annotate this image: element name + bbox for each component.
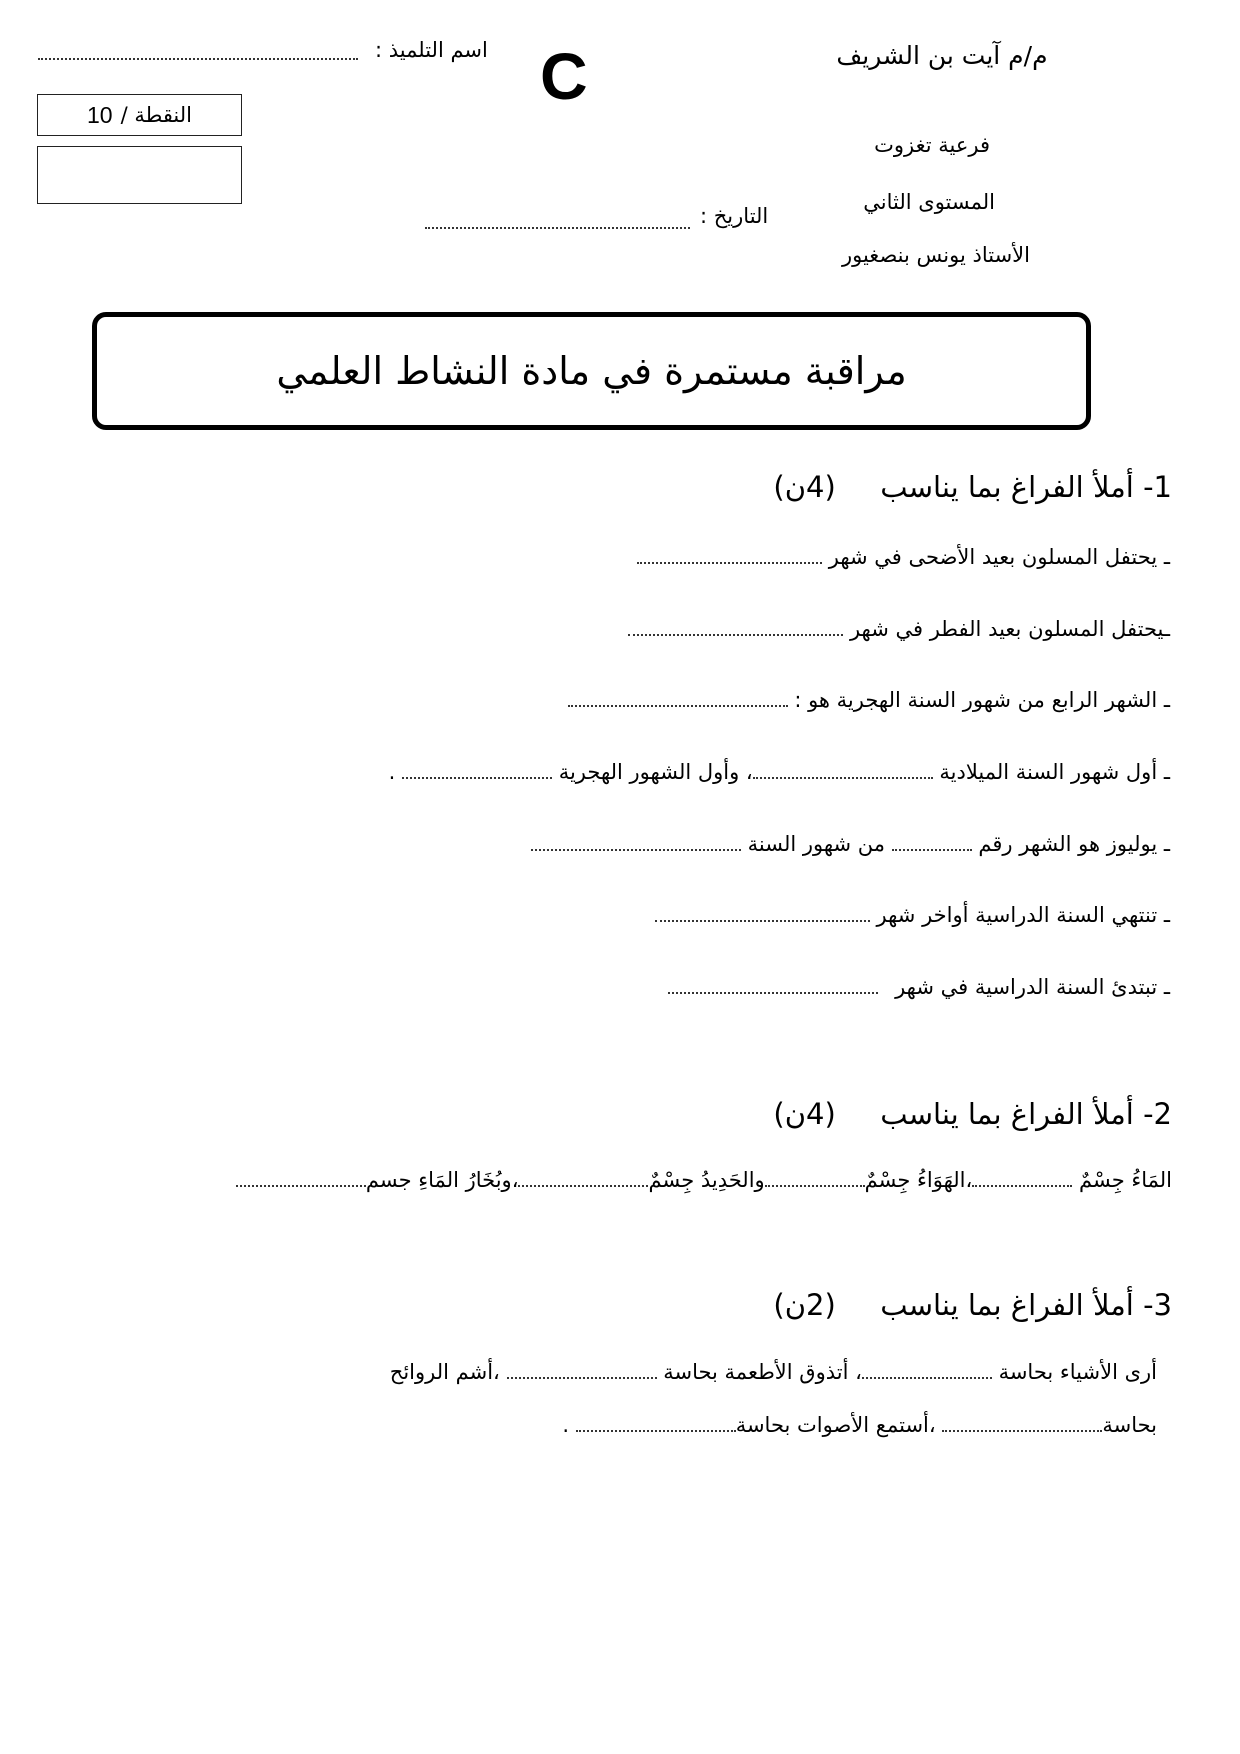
s2-part-2: ،الهَوَاءُ جِسْمٌ	[864, 1168, 973, 1192]
s1-q7-text: ـ تبتدئ السنة الدراسية في شهر	[895, 975, 1170, 999]
grade-level: المستوى الثاني	[863, 190, 995, 214]
section1-points: (4ن)	[773, 470, 836, 504]
s2-blank-1[interactable]	[972, 1171, 1072, 1187]
s1-q1-text: ـ يحتفل المسلون بعيد الأضحى في شهر	[828, 545, 1170, 569]
section2-title: أملأ الفراغ بما يناسب	[880, 1097, 1134, 1131]
s3-line-1	[390, 1360, 1157, 1384]
s1-q6-blank[interactable]	[655, 906, 870, 922]
student-name-blank[interactable]	[38, 58, 358, 60]
s1-question-7	[668, 975, 1170, 999]
s2-part-4: ،وبُخَارُ المَاءِ جسم	[365, 1168, 519, 1192]
s1-q5-blank-b[interactable]	[531, 835, 741, 851]
s3-l2-blank-1[interactable]	[942, 1416, 1102, 1432]
score-label: النقطة /	[120, 103, 193, 127]
s1-q2-blank[interactable]	[628, 620, 843, 636]
section3-points: (2ن)	[773, 1288, 836, 1322]
section2-number: 2-	[1143, 1097, 1172, 1131]
s2-blank-3[interactable]	[518, 1171, 648, 1187]
s1-q3-text: ـ الشهر الرابع من شهور السنة الهجرية هو :	[794, 688, 1170, 712]
date-blank[interactable]	[425, 227, 690, 229]
score-entry-box[interactable]	[37, 146, 242, 204]
title-box	[92, 312, 1091, 430]
s3-l2-part-1: بحاسة	[1102, 1413, 1157, 1437]
student-name-label: اسم التلميذ :	[375, 38, 488, 62]
s1-q4-blank-b[interactable]	[402, 763, 552, 779]
s2-part-1: المَاءُ جِسْمٌ	[1078, 1168, 1172, 1192]
page-title: مراقبة مستمرة في مادة النشاط العلمي	[276, 349, 907, 393]
s1-q4-period: .	[388, 760, 396, 784]
section2-points: (4ن)	[773, 1097, 836, 1131]
exam-version-letter: C	[540, 39, 588, 113]
score-max: 10	[86, 101, 113, 128]
s1-q4-blank-a[interactable]	[753, 763, 933, 779]
section3-heading	[773, 1288, 1172, 1322]
s3-l1-part-2: ، أتذوق الأطعمة بحاسة	[663, 1360, 862, 1384]
teacher-name: الأستاذ يونس بنصغيور	[841, 243, 1030, 267]
s1-q4-text-a: ـ أول شهور السنة الميلادية	[939, 760, 1170, 784]
s3-l1-part-3: ،أشم الروائح	[389, 1360, 500, 1384]
s1-q4-text-b: ، وأول الشهور الهجرية	[558, 760, 753, 784]
s1-q5-text-a: ـ يوليوز هو الشهر رقم	[978, 832, 1170, 856]
score-box	[37, 94, 242, 136]
date-label: التاريخ :	[700, 204, 769, 228]
s1-question-1	[637, 545, 1170, 569]
school-name: م/م آيت بن الشريف	[836, 41, 1048, 70]
s1-q3-blank[interactable]	[568, 691, 788, 707]
s3-l2-part-2: ،أستمع الأصوات بحاسة	[735, 1413, 936, 1437]
section1-number: 1-	[1143, 470, 1172, 504]
s3-l2-period: .	[562, 1413, 569, 1437]
section1-title: أملأ الفراغ بما يناسب	[880, 470, 1134, 504]
s1-question-3	[568, 688, 1170, 712]
s1-q2-text: ـيحتفل المسلون بعيد الفطر في شهر	[849, 617, 1170, 641]
s1-question-2	[628, 617, 1170, 641]
s1-q6-text: ـ تنتهي السنة الدراسية أواخر شهر	[876, 903, 1170, 927]
s1-q5-text-b: من شهور السنة	[747, 832, 886, 856]
s1-question-4	[389, 760, 1170, 784]
s1-q7-blank[interactable]	[668, 978, 878, 994]
section2-heading	[773, 1097, 1172, 1131]
section1-heading	[773, 470, 1172, 504]
s3-l2-blank-2[interactable]	[576, 1416, 736, 1432]
s2-sentence	[236, 1168, 1172, 1192]
s3-l1-blank-2[interactable]	[507, 1363, 657, 1379]
s1-q5-blank-a[interactable]	[892, 835, 972, 851]
s2-part-3: والحَدِيدُ جِسْمٌ	[648, 1168, 765, 1192]
s3-line-2	[562, 1413, 1157, 1437]
s1-question-6	[655, 903, 1170, 927]
school-branch: فرعية تغزوت	[874, 133, 990, 157]
section3-number: 3-	[1143, 1288, 1172, 1322]
s1-q1-blank[interactable]	[637, 548, 822, 564]
s3-l1-part-1: أرى الأشياء بحاسة	[998, 1360, 1157, 1384]
s3-l1-blank-1[interactable]	[862, 1363, 992, 1379]
s2-blank-2[interactable]	[765, 1171, 865, 1187]
s1-question-5	[531, 832, 1170, 856]
s2-blank-4[interactable]	[236, 1171, 366, 1187]
section3-title: أملأ الفراغ بما يناسب	[880, 1288, 1134, 1322]
